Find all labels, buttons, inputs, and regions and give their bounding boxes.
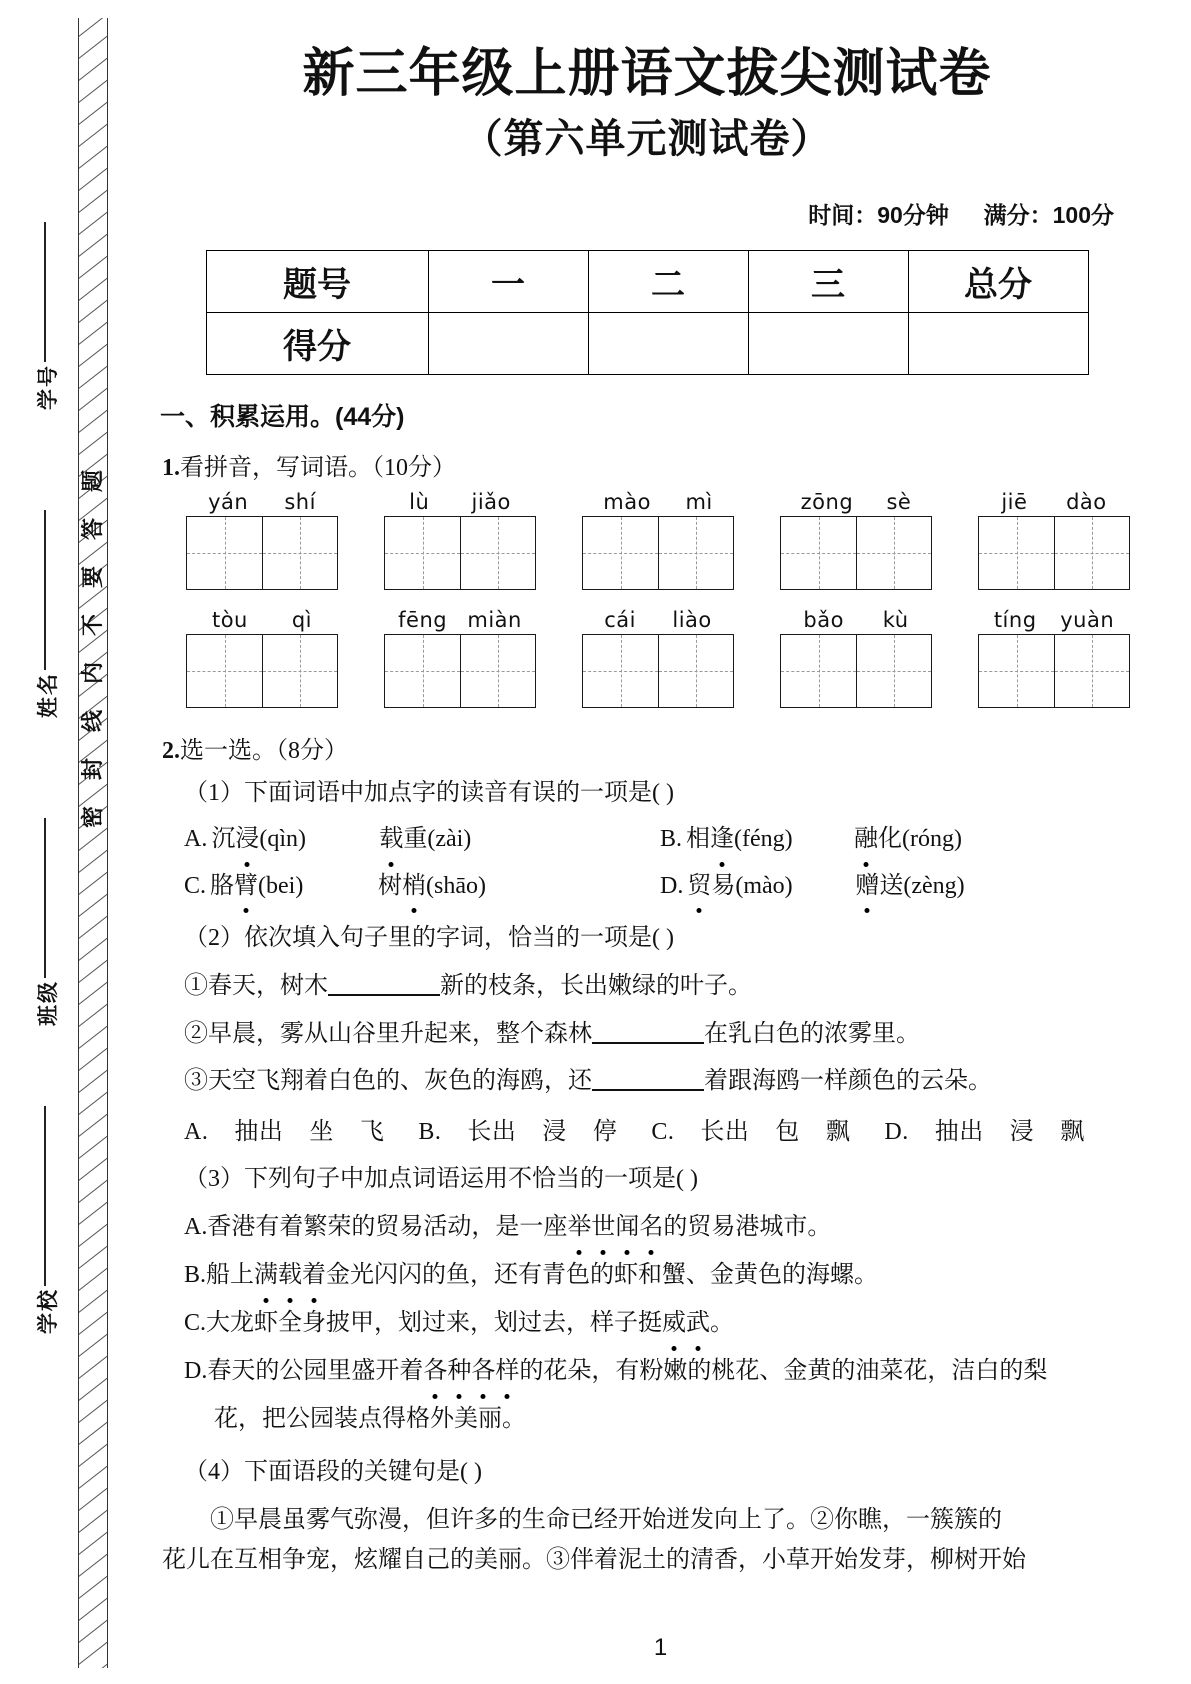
pinyin-label [978, 608, 1130, 632]
score-cell-2[interactable] [588, 312, 748, 374]
exam-total-score-label: 满分：100分 [983, 201, 1114, 228]
question-2-4-passage-line-1: ①早晨虽雾气弥漫，但许多的生命已经开始迸发向上了。②你瞧，一簇簇的 [210, 1507, 1002, 1534]
seal-notice-text [80, 470, 106, 828]
option-word [855, 868, 964, 905]
sentence-text-before: 早晨，雾从山谷里升起来，整个森林 [208, 1020, 592, 1047]
choice-word: 长出 [700, 1119, 750, 1146]
pinyin-item [384, 490, 536, 590]
hatch-stripe [78, 1642, 108, 1668]
option-text-after: 的花朵，有粉嫩的桃花、金黄的油菜花，洁白的梨 [519, 1357, 1048, 1384]
tianzige-box[interactable] [780, 634, 932, 708]
option-word [854, 821, 962, 858]
pinyin-item [186, 490, 338, 590]
tianzige-cell[interactable] [262, 517, 337, 589]
tianzige-cell[interactable] [460, 517, 535, 589]
pinyin-item [978, 490, 1130, 590]
pinyin-syllable: yuàn [1060, 607, 1115, 632]
option-letter: A. [184, 1214, 208, 1241]
pinyin-syllable: liào [672, 607, 712, 632]
exam-meta [158, 197, 1136, 230]
question-1-number: 1. [162, 454, 180, 481]
pinyin-syllable: zōng [800, 489, 854, 514]
tianzige-cell[interactable] [781, 517, 856, 589]
emphasis-dotted-char: 威 [662, 1304, 686, 1343]
option-text-before: 香港有着繁荣的贸易活动，是一座 [207, 1214, 568, 1241]
pinyin-syllable: shí [284, 489, 316, 514]
seal-field-student-number [18, 364, 76, 410]
option-D[interactable] [660, 868, 1136, 905]
question-1-title: 看拼音，写词语。（10分） [180, 454, 456, 481]
emphasis-dotted-phrase [254, 1262, 326, 1288]
word-prefix: 相 [686, 826, 711, 853]
seal-field-school [18, 1288, 76, 1334]
fill-in-sentence [184, 967, 1136, 1006]
page-title: 新三年级上册语文拔尖测试卷 [302, 45, 992, 103]
exam-time-label: 时间：90分钟 [808, 201, 949, 228]
pinyin-syllable: cái [604, 607, 636, 632]
pinyin-syllable: bǎo [803, 607, 844, 632]
pinyin-label [384, 490, 536, 514]
word-prefix: 沉 [211, 826, 236, 853]
emphasis-dotted-char: 载 [379, 821, 403, 858]
emphasis-dotted-char: 武 [686, 1304, 710, 1343]
tianzige-cell[interactable] [856, 517, 931, 589]
option-text-continued: 花，把公园装点得格外美丽。 [214, 1405, 526, 1432]
choice-word: 飞 [359, 1119, 385, 1146]
seal-notice-char: 要 [79, 565, 105, 589]
emphasis-dotted-char: 各 [423, 1352, 447, 1391]
tianzige-cell[interactable] [856, 635, 931, 707]
question-2-2-choices [184, 1111, 1136, 1146]
tianzige-cell[interactable] [979, 635, 1054, 707]
answer-blank[interactable] [328, 994, 440, 996]
choice-D[interactable] [884, 1119, 1084, 1145]
hatch-stripe [78, 18, 108, 21]
tianzige-cell[interactable] [583, 517, 658, 589]
pinyin-label [780, 490, 932, 514]
choice-word: 包 [775, 1119, 800, 1146]
write-line[interactable] [44, 1106, 46, 1286]
emphasis-dotted-char: 闻 [615, 1208, 639, 1247]
answer-blank[interactable] [592, 1042, 704, 1044]
choice-word: 飘 [825, 1119, 851, 1146]
write-line[interactable] [44, 510, 46, 670]
word-suffix: (shāo) [426, 872, 486, 899]
choice-word: 抽出 [934, 1119, 984, 1146]
question-2-1-options [158, 821, 1136, 904]
word-suffix: 重(zài) [403, 826, 472, 853]
emphasis-dotted-char: 各 [471, 1352, 495, 1391]
fill-in-sentence [184, 1062, 1136, 1101]
pinyin-item [780, 490, 932, 590]
option-A[interactable] [184, 1208, 1136, 1247]
tianzige-box[interactable] [978, 634, 1130, 708]
option-letter: B. [184, 1262, 207, 1289]
emphasis-dotted-char: 举 [567, 1208, 591, 1247]
pinyin-row-2 [186, 608, 1136, 708]
tianzige-cell[interactable] [781, 635, 856, 707]
score-table-row-label: 题号 [206, 250, 428, 312]
write-line[interactable] [44, 818, 46, 978]
hatch-stripe [78, 1664, 108, 1668]
emphasis-dotted-phrase [662, 1310, 710, 1336]
option-text-before: 船上 [206, 1262, 255, 1289]
pinyin-label [582, 490, 734, 514]
sentence-number: ③ [184, 1068, 208, 1095]
emphasis-dotted-char: 样 [495, 1352, 519, 1391]
tianzige-cell[interactable] [583, 635, 658, 707]
choice-word: 浸 [542, 1119, 567, 1146]
emphasis-dotted-char: 种 [447, 1352, 471, 1391]
page-number: 1 [653, 1634, 668, 1661]
tianzige-cell[interactable] [460, 635, 535, 707]
emphasis-dotted-char: 赠 [855, 868, 879, 905]
option-letter: D. [184, 1357, 208, 1384]
emphasis-dotted-char: 满 [254, 1256, 278, 1295]
pinyin-item [780, 608, 932, 708]
emphasis-dotted-char: 名 [639, 1208, 663, 1247]
pinyin-label [186, 490, 338, 514]
seal-hatch-band [78, 18, 108, 1668]
tianzige-box[interactable] [582, 634, 734, 708]
score-table-value-row [206, 312, 1088, 374]
pinyin-item [384, 608, 536, 708]
tianzige-box[interactable] [186, 634, 338, 708]
tianzige-box[interactable] [186, 516, 338, 590]
question-2-4-stem: （4）下面语段的关键句是( ) [184, 1458, 482, 1485]
score-table-col-3: 三 [748, 250, 908, 312]
word-suffix: (bei) [258, 872, 304, 899]
word-prefix: 树 [378, 872, 403, 899]
choice-letter: C. [651, 1119, 675, 1146]
word-suffix: (qìn) [259, 826, 306, 853]
pinyin-item [186, 608, 338, 708]
emphasis-dotted-char: 载 [278, 1256, 302, 1295]
pinyin-syllable: miàn [467, 607, 522, 632]
score-table [206, 250, 1089, 375]
option-C[interactable] [184, 1304, 1136, 1343]
option-letter: B. [660, 826, 683, 853]
tianzige-cell[interactable] [262, 635, 337, 707]
emphasis-dotted-phrase [567, 1214, 663, 1240]
option-letter: D. [660, 872, 684, 899]
word-suffix: 送(zèng) [879, 872, 965, 899]
sentence-text-before: 春天，树木 [208, 972, 328, 999]
option-text-before: 春天的公园里盛开着 [207, 1357, 424, 1384]
tianzige-cell[interactable] [658, 517, 733, 589]
pinyin-item [582, 608, 734, 708]
pinyin-syllable: tíng [993, 607, 1037, 632]
seal-field-list [18, 0, 76, 1684]
sentence-text-after: 新的枝条，长出嫩绿的叶子。 [440, 972, 752, 999]
option-row [184, 821, 1136, 858]
score-cell-3[interactable] [748, 312, 908, 374]
seal-notice-char: 答 [79, 517, 105, 541]
tianzige-cell[interactable] [385, 635, 460, 707]
choice-letter: B. [418, 1119, 442, 1146]
pinyin-syllable: qì [291, 607, 312, 632]
tianzige-cell[interactable] [979, 517, 1054, 589]
choice-word: 长出 [467, 1119, 517, 1146]
emphasis-dotted-char: 贸 [687, 868, 711, 905]
pinyin-label [582, 608, 734, 632]
score-table-col-1: 一 [428, 250, 588, 312]
pinyin-syllable: lù [409, 489, 430, 514]
emphasis-dotted-char: 浸 [235, 821, 259, 858]
option-D[interactable] [184, 1352, 1136, 1391]
question-2-4-passage-line-2: 花儿在互相争宠，炫耀自己的美丽。③伴着泥土的清香，小草开始发芽，柳树开始 [162, 1547, 1026, 1574]
choice-C[interactable] [651, 1119, 850, 1145]
sentence-text-before: 天空飞翔着白色的、灰色的海鸥，还 [208, 1068, 592, 1095]
score-table-col-2: 二 [588, 250, 748, 312]
tianzige-box[interactable] [384, 634, 536, 708]
question-2-3-options [158, 1208, 1136, 1438]
option-word [211, 821, 379, 858]
question-1-heading [162, 447, 1136, 482]
choice-B[interactable] [418, 1119, 617, 1145]
tianzige-cell[interactable] [1054, 635, 1129, 707]
section-heading-1: 一、积累运用。(44分) [160, 402, 405, 431]
option-word [378, 868, 486, 905]
choice-letter: A. [184, 1119, 209, 1146]
seal-notice-char: 线 [79, 709, 105, 733]
score-table-row-label: 得分 [206, 312, 428, 374]
tianzige-cell[interactable] [187, 635, 262, 707]
emphasis-dotted-char: 臂 [234, 868, 258, 905]
write-line[interactable] [44, 222, 46, 362]
option-letter: A. [184, 826, 208, 853]
seal-field-label: 班级 [37, 980, 60, 1026]
emphasis-dotted-char: 逢 [710, 821, 734, 858]
question-2-2-stem: （2）依次填入句子里的字词，恰当的一项是( ) [184, 924, 674, 951]
tianzige-box[interactable] [780, 516, 932, 590]
tianzige-cell[interactable] [385, 517, 460, 589]
option-text-after: 。 [710, 1309, 735, 1336]
tianzige-cell[interactable] [658, 635, 733, 707]
emphasis-dotted-char: 着 [302, 1256, 326, 1295]
word-suffix: 化(róng) [878, 826, 962, 853]
pinyin-label [978, 490, 1130, 514]
word-suffix: 易(mào) [711, 872, 793, 899]
pinyin-syllable: sè [886, 489, 912, 514]
pinyin-syllable: mì [685, 489, 713, 514]
sentence-number: ① [184, 972, 208, 999]
seal-sidebar [0, 0, 130, 1684]
score-table-col-total: 总分 [908, 250, 1088, 312]
question-2-1-stem: （1）下面词语中加点字的读音有误的一项是( ) [184, 779, 674, 806]
pinyin-syllable: yán [208, 489, 249, 514]
pinyin-syllable: fēng [398, 607, 448, 632]
tianzige-cell[interactable] [187, 517, 262, 589]
word-suffix: (féng) [734, 826, 793, 853]
tianzige-box[interactable] [582, 516, 734, 590]
pinyin-row-1 [186, 490, 1136, 590]
exam-paper-sheet [130, 0, 1191, 1684]
sentence-number: ② [184, 1020, 208, 1047]
option-word [686, 821, 854, 858]
option-word [687, 868, 855, 905]
seal-notice-char: 密 [79, 805, 105, 829]
question-2-number: 2. [162, 737, 180, 764]
choice-word: 坐 [309, 1119, 334, 1146]
tianzige-box[interactable] [978, 516, 1130, 590]
option-B[interactable] [184, 1256, 1136, 1295]
pinyin-label [384, 608, 536, 632]
choice-word: 抽出 [234, 1119, 284, 1146]
pinyin-syllable: tòu [211, 607, 248, 632]
fill-in-sentence [184, 1015, 1136, 1054]
choice-letter: D. [884, 1119, 909, 1146]
pinyin-label [780, 608, 932, 632]
option-text-before: 大龙虾全身披甲，划过来，划过去，样子挺 [206, 1309, 663, 1336]
pinyin-syllable: kù [882, 607, 909, 632]
option-text-after: 金光闪闪的鱼，还有青色的虾和蟹、金黄色的海螺。 [326, 1262, 879, 1289]
option-C[interactable] [184, 868, 660, 905]
seal-notice-char: 不 [79, 613, 105, 637]
seal-notice-char: 封 [79, 757, 105, 781]
choice-word: 停 [592, 1119, 618, 1146]
question-2-3-stem: （3）下列句子中加点词语运用不恰当的一项是( ) [184, 1166, 698, 1193]
word-prefix: 胳 [210, 872, 235, 899]
seal-field-label: 学校 [37, 1288, 60, 1334]
sentence-text-after: 着跟海鸥一样颜色的云朵。 [704, 1068, 992, 1095]
seal-field-label: 学号 [37, 364, 60, 410]
question-2-title: 选一选。（8分） [180, 737, 348, 764]
seal-notice-char: 题 [79, 469, 105, 493]
seal-field-class [18, 980, 76, 1026]
pinyin-syllable: mào [603, 489, 651, 514]
choice-word: 浸 [1009, 1119, 1035, 1146]
emphasis-dotted-char: 世 [591, 1208, 615, 1247]
pinyin-item [978, 608, 1130, 708]
choice-word: 飘 [1060, 1119, 1085, 1146]
seal-field-label: 姓名 [37, 672, 60, 718]
option-letter: C. [184, 1309, 207, 1336]
option-word [379, 821, 471, 858]
pinyin-item [582, 490, 734, 590]
option-B[interactable] [660, 821, 1136, 858]
question-2-2-sentences [158, 967, 1136, 1102]
emphasis-dotted-char: 梢 [402, 868, 426, 905]
option-A[interactable] [184, 821, 660, 858]
question-2-heading [162, 730, 1136, 765]
option-letter: C. [184, 872, 207, 899]
score-cell-1[interactable] [428, 312, 588, 374]
tianzige-cell[interactable] [1054, 517, 1129, 589]
score-table-header-row [206, 250, 1088, 312]
seal-field-name [18, 672, 76, 718]
emphasis-dotted-char: 融 [854, 821, 878, 858]
tianzige-box[interactable] [384, 516, 536, 590]
page-subtitle: （第六单元测试卷） [462, 117, 832, 162]
seal-notice-char: 内 [79, 661, 105, 685]
pinyin-syllable: jiǎo [471, 489, 511, 514]
pinyin-syllable: jiē [1001, 489, 1028, 514]
option-word [210, 868, 378, 905]
pinyin-syllable: dào [1066, 489, 1107, 514]
choice-A[interactable] [184, 1119, 384, 1145]
option-text-after: 的贸易港城市。 [663, 1214, 832, 1241]
score-cell-total[interactable] [908, 312, 1088, 374]
sentence-text-after: 在乳白色的浓雾里。 [704, 1020, 920, 1047]
answer-blank[interactable] [592, 1089, 704, 1091]
pinyin-label [186, 608, 338, 632]
emphasis-dotted-phrase [423, 1358, 519, 1384]
option-row [184, 868, 1136, 905]
